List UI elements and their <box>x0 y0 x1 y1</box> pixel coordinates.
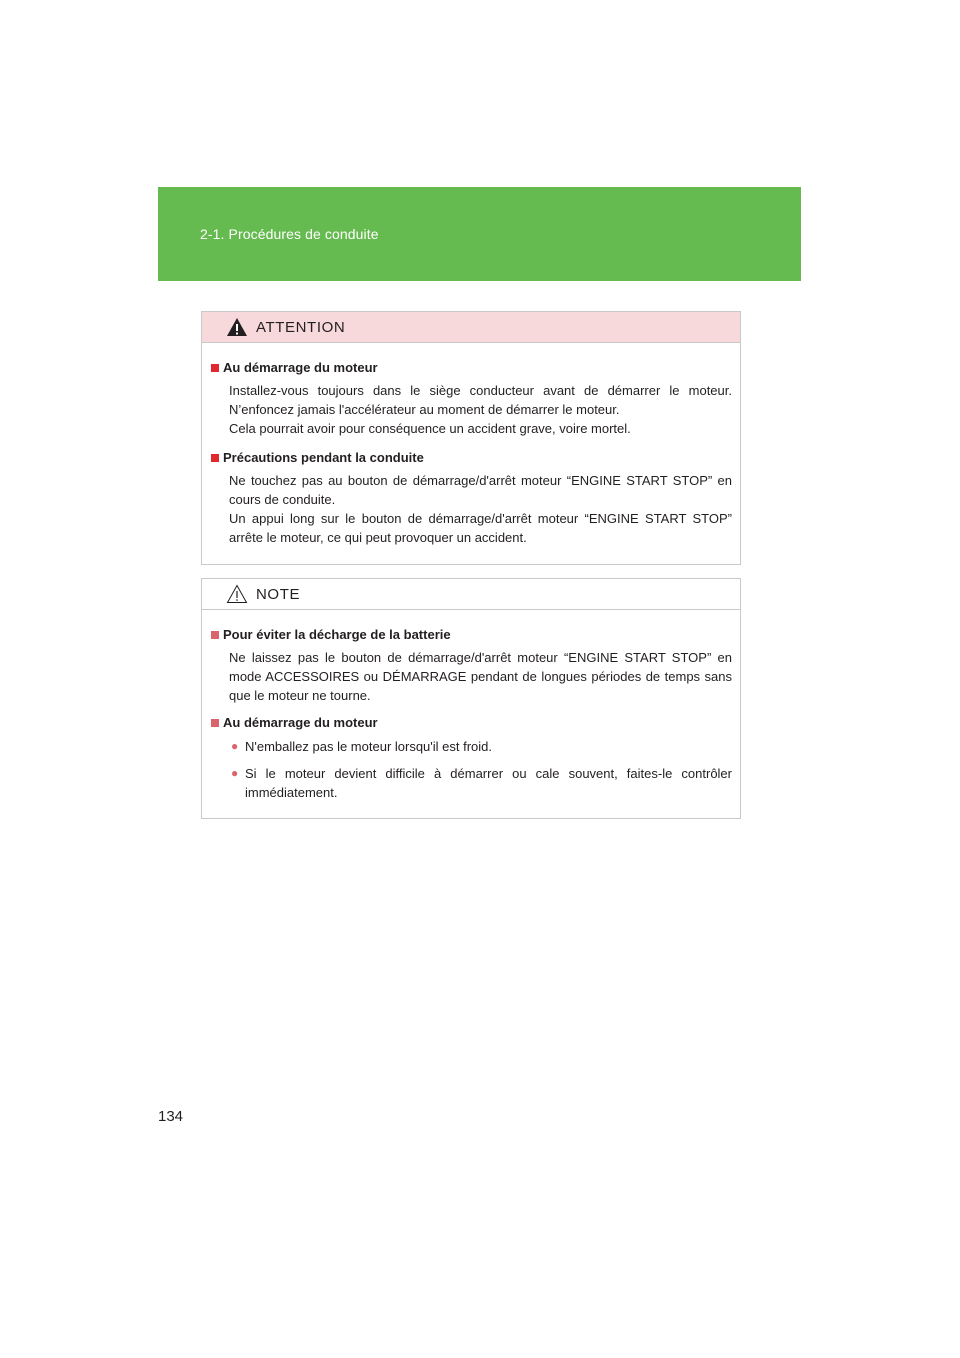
attention-item-title: Au démarrage du moteur <box>211 360 732 375</box>
list-item: ● Si le moteur devient difficile à démarrer ou cale souvent, faites-le contrôler immédiatement. <box>231 766 732 800</box>
list-item: ● N'emballez pas le moteur lorsqu'il est froid. <box>231 739 493 754</box>
note-label: NOTE <box>256 585 301 603</box>
attention-label: ATTENTION <box>256 318 346 336</box>
attention-paragraph: Cela pourrait avoir pour conséquence un accident grave, voire mortel. <box>229 421 631 436</box>
attention-paragraph: Un appui long sur le bouton de démarrage/d'arrêt moteur “ENGINE START STOP” arrête le moteur, ce qui peut provoquer un accident. <box>229 511 732 545</box>
circle-bullet-icon: ● <box>231 766 239 780</box>
square-bullet-icon <box>211 454 219 462</box>
attention-paragraph: Installez-vous toujours dans le siège conducteur avant de démarrer le moteur. N’enfoncez jamais l'accélérateur au moment de démarrer le moteur. <box>229 383 732 417</box>
warning-triangle-outline-icon <box>226 584 248 604</box>
square-bullet-icon <box>211 364 219 372</box>
note-item-title: Au démarrage du moteur <box>211 715 732 730</box>
attention-box <box>201 311 741 565</box>
note-item-title: Pour éviter la décharge de la batterie <box>211 627 732 642</box>
attention-item-title: Précautions pendant la conduite <box>211 450 732 465</box>
warning-triangle-icon <box>226 317 248 337</box>
square-bullet-icon <box>211 719 219 727</box>
note-header <box>202 579 740 610</box>
section-header-band <box>158 187 801 281</box>
note-paragraph: Ne laissez pas le bouton de démarrage/d'arrêt moteur “ENGINE START STOP” en mode ACCESSOIRES ou DÉMARRAGE pendant de longues périodes de temps sans que le moteur ne tourne. <box>229 650 732 703</box>
note-box <box>201 578 741 819</box>
square-bullet-icon <box>211 631 219 639</box>
attention-paragraph: Ne touchez pas au bouton de démarrage/d'arrêt moteur “ENGINE START STOP” en cours de conduite. <box>229 473 732 507</box>
circle-bullet-icon: ● <box>231 739 239 753</box>
page-number: 134 <box>158 1108 184 1125</box>
attention-header <box>202 312 740 343</box>
section-title: 2-1. Procédures de conduite <box>200 226 379 242</box>
